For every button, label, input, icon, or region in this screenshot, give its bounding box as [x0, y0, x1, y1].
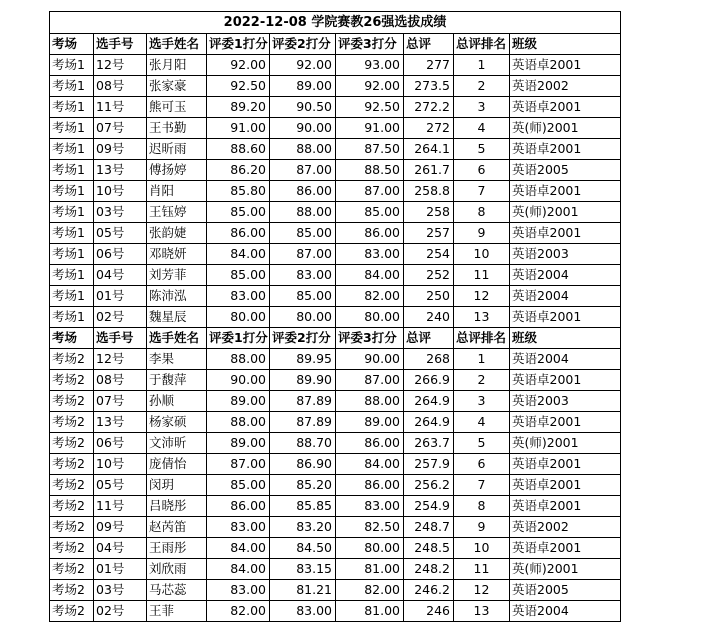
cell-judge3-score: 82.00: [336, 286, 404, 307]
cell-player-name: 王书勤: [147, 118, 207, 139]
cell-total-rank: 7: [454, 475, 510, 496]
cell-judge3-score: 87.00: [336, 370, 404, 391]
column-header-judge3-score: 评委3打分: [336, 328, 404, 349]
cell-judge1-score: 84.00: [207, 559, 270, 580]
cell-venue: 考场2: [50, 517, 94, 538]
column-header-player-name: 选手姓名: [147, 34, 207, 55]
table-row: [50, 181, 621, 202]
cell-class: 英语2002: [510, 517, 621, 538]
cell-total-rank: 11: [454, 265, 510, 286]
cell-player-name: 张月阳: [147, 55, 207, 76]
column-header-total-rank: 总评排名: [454, 34, 510, 55]
cell-judge3-score: 82.50: [336, 517, 404, 538]
cell-judge3-score: 87.00: [336, 181, 404, 202]
cell-player-number: 06号: [94, 433, 147, 454]
cell-player-name: 李果: [147, 349, 207, 370]
cell-class: 英(师)2001: [510, 118, 621, 139]
cell-judge1-score: 86.00: [207, 496, 270, 517]
cell-total-rank: 12: [454, 580, 510, 601]
cell-player-number: 13号: [94, 160, 147, 181]
cell-player-name: 闵玥: [147, 475, 207, 496]
cell-total-rank: 4: [454, 118, 510, 139]
cell-player-number: 03号: [94, 202, 147, 223]
table-row: [50, 391, 621, 412]
column-header-total-score: 总评: [404, 34, 454, 55]
table-title: 2022-12-08 学院赛教26强选拔成绩: [50, 12, 621, 34]
cell-total-rank: 2: [454, 370, 510, 391]
cell-total-rank: 10: [454, 244, 510, 265]
cell-judge1-score: 86.20: [207, 160, 270, 181]
column-header-player-name: 选手姓名: [147, 328, 207, 349]
cell-total-score: 264.1: [404, 139, 454, 160]
cell-player-name: 王钰婷: [147, 202, 207, 223]
cell-player-number: 10号: [94, 454, 147, 475]
cell-total-score: 240: [404, 307, 454, 328]
cell-venue: 考场1: [50, 76, 94, 97]
cell-total-rank: 6: [454, 454, 510, 475]
score-table: [49, 11, 621, 622]
column-header-judge2-score: 评委2打分: [270, 328, 336, 349]
cell-venue: 考场2: [50, 454, 94, 475]
cell-venue: 考场2: [50, 580, 94, 601]
cell-total-rank: 12: [454, 286, 510, 307]
cell-venue: 考场1: [50, 202, 94, 223]
cell-total-score: 268: [404, 349, 454, 370]
cell-judge1-score: 91.00: [207, 118, 270, 139]
cell-player-name: 马芯蕊: [147, 580, 207, 601]
cell-player-name: 吕晓彤: [147, 496, 207, 517]
cell-judge2-score: 83.00: [270, 265, 336, 286]
cell-class: 英语2004: [510, 286, 621, 307]
cell-class: 英语卓2001: [510, 97, 621, 118]
cell-judge2-score: 89.95: [270, 349, 336, 370]
cell-total-score: 256.2: [404, 475, 454, 496]
table-row: [50, 160, 621, 181]
cell-judge1-score: 89.20: [207, 97, 270, 118]
cell-judge2-score: 87.89: [270, 412, 336, 433]
table-row: [50, 349, 621, 370]
cell-judge3-score: 84.00: [336, 454, 404, 475]
cell-judge3-score: 87.50: [336, 139, 404, 160]
cell-total-score: 261.7: [404, 160, 454, 181]
cell-judge2-score: 83.20: [270, 517, 336, 538]
cell-total-rank: 6: [454, 160, 510, 181]
cell-judge1-score: 89.00: [207, 433, 270, 454]
cell-judge2-score: 86.90: [270, 454, 336, 475]
table-row: [50, 76, 621, 97]
column-header-judge2-score: 评委2打分: [270, 34, 336, 55]
cell-total-score: 248.5: [404, 538, 454, 559]
cell-player-number: 03号: [94, 580, 147, 601]
table-row: [50, 244, 621, 265]
cell-player-name: 傅扬婷: [147, 160, 207, 181]
cell-player-number: 05号: [94, 475, 147, 496]
cell-venue: 考场1: [50, 181, 94, 202]
cell-player-name: 熊可玉: [147, 97, 207, 118]
cell-total-rank: 11: [454, 559, 510, 580]
cell-player-number: 13号: [94, 412, 147, 433]
cell-venue: 考场1: [50, 223, 94, 244]
cell-player-number: 09号: [94, 517, 147, 538]
cell-total-score: 258: [404, 202, 454, 223]
cell-player-number: 11号: [94, 97, 147, 118]
cell-class: 英语2005: [510, 580, 621, 601]
cell-player-name: 邓晓妍: [147, 244, 207, 265]
cell-player-name: 张韵婕: [147, 223, 207, 244]
cell-player-number: 11号: [94, 496, 147, 517]
column-header-venue: 考场: [50, 34, 94, 55]
cell-venue: 考场2: [50, 433, 94, 454]
header-row: [50, 328, 621, 349]
column-header-venue: 考场: [50, 328, 94, 349]
cell-judge3-score: 86.00: [336, 475, 404, 496]
cell-player-name: 张家豪: [147, 76, 207, 97]
cell-judge2-score: 87.00: [270, 244, 336, 265]
cell-total-score: 254: [404, 244, 454, 265]
cell-venue: 考场1: [50, 55, 94, 76]
cell-judge2-score: 90.00: [270, 118, 336, 139]
cell-judge1-score: 89.00: [207, 391, 270, 412]
cell-judge3-score: 93.00: [336, 55, 404, 76]
cell-player-number: 06号: [94, 244, 147, 265]
cell-total-score: 252: [404, 265, 454, 286]
cell-judge1-score: 82.00: [207, 601, 270, 622]
cell-judge3-score: 83.00: [336, 496, 404, 517]
cell-judge3-score: 86.00: [336, 433, 404, 454]
cell-total-rank: 8: [454, 496, 510, 517]
cell-judge1-score: 88.00: [207, 412, 270, 433]
cell-class: 英(师)2001: [510, 202, 621, 223]
cell-total-score: 273.5: [404, 76, 454, 97]
cell-class: 英语卓2001: [510, 538, 621, 559]
cell-judge1-score: 83.00: [207, 580, 270, 601]
cell-judge1-score: 90.00: [207, 370, 270, 391]
cell-total-score: 246: [404, 601, 454, 622]
cell-class: 英语卓2001: [510, 55, 621, 76]
cell-player-name: 迟昕雨: [147, 139, 207, 160]
cell-class: 英语卓2001: [510, 475, 621, 496]
cell-judge1-score: 85.00: [207, 202, 270, 223]
column-header-class: 班级: [510, 328, 621, 349]
cell-total-score: 258.8: [404, 181, 454, 202]
table-row: [50, 580, 621, 601]
cell-venue: 考场1: [50, 307, 94, 328]
cell-player-name: 于馥萍: [147, 370, 207, 391]
cell-player-name: 文沛昕: [147, 433, 207, 454]
cell-player-name: 陈沛泓: [147, 286, 207, 307]
cell-judge2-score: 81.21: [270, 580, 336, 601]
cell-class: 英语2004: [510, 349, 621, 370]
cell-judge3-score: 92.00: [336, 76, 404, 97]
cell-player-number: 08号: [94, 76, 147, 97]
cell-total-rank: 1: [454, 55, 510, 76]
cell-judge2-score: 86.00: [270, 181, 336, 202]
table-row: [50, 202, 621, 223]
cell-venue: 考场2: [50, 412, 94, 433]
cell-judge1-score: 84.00: [207, 538, 270, 559]
table-row: [50, 286, 621, 307]
cell-total-rank: 13: [454, 307, 510, 328]
cell-venue: 考场1: [50, 97, 94, 118]
cell-judge2-score: 84.50: [270, 538, 336, 559]
cell-venue: 考场1: [50, 139, 94, 160]
cell-total-rank: 1: [454, 349, 510, 370]
cell-class: 英语卓2001: [510, 139, 621, 160]
cell-class: 英语2005: [510, 160, 621, 181]
cell-total-score: 264.9: [404, 412, 454, 433]
cell-player-number: 02号: [94, 601, 147, 622]
cell-judge2-score: 88.00: [270, 202, 336, 223]
cell-judge2-score: 88.00: [270, 139, 336, 160]
title-row: [50, 12, 621, 34]
cell-judge3-score: 88.00: [336, 391, 404, 412]
cell-judge2-score: 83.15: [270, 559, 336, 580]
cell-total-rank: 9: [454, 517, 510, 538]
cell-venue: 考场2: [50, 475, 94, 496]
cell-judge2-score: 85.00: [270, 223, 336, 244]
table-row: [50, 559, 621, 580]
cell-total-rank: 13: [454, 601, 510, 622]
cell-judge2-score: 83.00: [270, 601, 336, 622]
cell-judge2-score: 85.20: [270, 475, 336, 496]
cell-player-name: 赵芮笛: [147, 517, 207, 538]
cell-player-number: 12号: [94, 55, 147, 76]
cell-venue: 考场2: [50, 370, 94, 391]
cell-total-score: 246.2: [404, 580, 454, 601]
cell-player-number: 01号: [94, 286, 147, 307]
cell-player-name: 魏星辰: [147, 307, 207, 328]
cell-player-name: 肖阳: [147, 181, 207, 202]
cell-total-score: 254.9: [404, 496, 454, 517]
cell-total-rank: 4: [454, 412, 510, 433]
table-row: [50, 370, 621, 391]
cell-class: 英(师)2001: [510, 559, 621, 580]
table-row: [50, 118, 621, 139]
cell-total-rank: 2: [454, 76, 510, 97]
table-row: [50, 517, 621, 538]
cell-player-number: 05号: [94, 223, 147, 244]
cell-judge3-score: 92.50: [336, 97, 404, 118]
cell-class: 英语卓2001: [510, 181, 621, 202]
cell-class: 英(师)2001: [510, 433, 621, 454]
cell-venue: 考场1: [50, 286, 94, 307]
cell-player-number: 01号: [94, 559, 147, 580]
cell-judge1-score: 87.00: [207, 454, 270, 475]
column-header-judge1-score: 评委1打分: [207, 34, 270, 55]
cell-player-name: 杨家硕: [147, 412, 207, 433]
cell-judge3-score: 90.00: [336, 349, 404, 370]
table-row: [50, 454, 621, 475]
cell-judge3-score: 80.00: [336, 307, 404, 328]
cell-class: 英语2004: [510, 601, 621, 622]
cell-class: 英语2003: [510, 391, 621, 412]
cell-class: 英语卓2001: [510, 307, 621, 328]
cell-total-rank: 3: [454, 391, 510, 412]
cell-judge2-score: 88.70: [270, 433, 336, 454]
cell-total-score: 248.7: [404, 517, 454, 538]
cell-player-name: 庞倩怡: [147, 454, 207, 475]
cell-class: 英语卓2001: [510, 412, 621, 433]
cell-venue: 考场1: [50, 118, 94, 139]
cell-total-score: 257: [404, 223, 454, 244]
cell-judge2-score: 85.85: [270, 496, 336, 517]
cell-player-number: 02号: [94, 307, 147, 328]
cell-total-score: 248.2: [404, 559, 454, 580]
cell-player-number: 04号: [94, 538, 147, 559]
cell-player-name: 刘芳菲: [147, 265, 207, 286]
cell-venue: 考场2: [50, 559, 94, 580]
table-row: [50, 412, 621, 433]
cell-judge3-score: 80.00: [336, 538, 404, 559]
cell-judge3-score: 83.00: [336, 244, 404, 265]
cell-class: 英语卓2001: [510, 223, 621, 244]
cell-judge2-score: 80.00: [270, 307, 336, 328]
cell-judge3-score: 88.50: [336, 160, 404, 181]
cell-judge1-score: 83.00: [207, 517, 270, 538]
cell-judge1-score: 80.00: [207, 307, 270, 328]
cell-venue: 考场1: [50, 244, 94, 265]
cell-judge2-score: 89.00: [270, 76, 336, 97]
cell-player-name: 王菲: [147, 601, 207, 622]
cell-player-number: 07号: [94, 118, 147, 139]
column-header-judge1-score: 评委1打分: [207, 328, 270, 349]
cell-judge1-score: 86.00: [207, 223, 270, 244]
cell-judge2-score: 87.89: [270, 391, 336, 412]
cell-judge3-score: 81.00: [336, 559, 404, 580]
cell-venue: 考场2: [50, 601, 94, 622]
cell-total-rank: 3: [454, 97, 510, 118]
cell-judge2-score: 85.00: [270, 286, 336, 307]
cell-total-score: 272: [404, 118, 454, 139]
cell-player-number: 09号: [94, 139, 147, 160]
cell-judge1-score: 88.60: [207, 139, 270, 160]
cell-judge2-score: 92.00: [270, 55, 336, 76]
table-row: [50, 433, 621, 454]
cell-judge1-score: 83.00: [207, 286, 270, 307]
cell-judge1-score: 85.00: [207, 265, 270, 286]
cell-judge1-score: 84.00: [207, 244, 270, 265]
table-row: [50, 139, 621, 160]
column-header-player-number: 选手号: [94, 34, 147, 55]
column-header-total-score: 总评: [404, 328, 454, 349]
cell-class: 英语卓2001: [510, 454, 621, 475]
cell-total-rank: 10: [454, 538, 510, 559]
cell-class: 英语2002: [510, 76, 621, 97]
cell-player-name: 刘欣雨: [147, 559, 207, 580]
table-row: [50, 538, 621, 559]
cell-total-score: 272.2: [404, 97, 454, 118]
cell-judge3-score: 91.00: [336, 118, 404, 139]
table-row: [50, 55, 621, 76]
table-row: [50, 601, 621, 622]
cell-venue: 考场2: [50, 349, 94, 370]
cell-judge1-score: 92.00: [207, 55, 270, 76]
cell-player-number: 07号: [94, 391, 147, 412]
cell-total-score: 257.9: [404, 454, 454, 475]
cell-venue: 考场1: [50, 265, 94, 286]
cell-player-name: 王雨彤: [147, 538, 207, 559]
cell-player-name: 孙顺: [147, 391, 207, 412]
cell-class: 英语2004: [510, 265, 621, 286]
cell-judge1-score: 85.00: [207, 475, 270, 496]
cell-total-rank: 7: [454, 181, 510, 202]
cell-total-score: 263.7: [404, 433, 454, 454]
cell-class: 英语卓2001: [510, 370, 621, 391]
cell-venue: 考场2: [50, 538, 94, 559]
cell-total-rank: 8: [454, 202, 510, 223]
cell-total-rank: 9: [454, 223, 510, 244]
cell-judge2-score: 90.50: [270, 97, 336, 118]
table-row: [50, 307, 621, 328]
cell-judge3-score: 85.00: [336, 202, 404, 223]
cell-judge1-score: 92.50: [207, 76, 270, 97]
cell-judge3-score: 89.00: [336, 412, 404, 433]
cell-total-rank: 5: [454, 433, 510, 454]
cell-class: 英语2003: [510, 244, 621, 265]
cell-player-number: 10号: [94, 181, 147, 202]
table-row: [50, 496, 621, 517]
cell-total-score: 250: [404, 286, 454, 307]
cell-venue: 考场1: [50, 160, 94, 181]
column-header-total-rank: 总评排名: [454, 328, 510, 349]
column-header-class: 班级: [510, 34, 621, 55]
cell-judge3-score: 84.00: [336, 265, 404, 286]
cell-total-rank: 5: [454, 139, 510, 160]
cell-venue: 考场2: [50, 496, 94, 517]
column-header-judge3-score: 评委3打分: [336, 34, 404, 55]
cell-judge2-score: 89.90: [270, 370, 336, 391]
cell-judge3-score: 81.00: [336, 601, 404, 622]
cell-judge3-score: 86.00: [336, 223, 404, 244]
header-row: [50, 34, 621, 55]
cell-total-score: 277: [404, 55, 454, 76]
table-row: [50, 475, 621, 496]
table-row: [50, 223, 621, 244]
table-row: [50, 265, 621, 286]
cell-total-score: 264.9: [404, 391, 454, 412]
cell-player-number: 04号: [94, 265, 147, 286]
cell-total-score: 266.9: [404, 370, 454, 391]
column-header-player-number: 选手号: [94, 328, 147, 349]
cell-judge3-score: 82.00: [336, 580, 404, 601]
cell-judge1-score: 85.80: [207, 181, 270, 202]
cell-judge1-score: 88.00: [207, 349, 270, 370]
cell-player-number: 08号: [94, 370, 147, 391]
table-body: [50, 12, 621, 622]
table-row: [50, 97, 621, 118]
cell-class: 英语卓2001: [510, 496, 621, 517]
cell-player-number: 12号: [94, 349, 147, 370]
cell-judge2-score: 87.00: [270, 160, 336, 181]
cell-venue: 考场2: [50, 391, 94, 412]
